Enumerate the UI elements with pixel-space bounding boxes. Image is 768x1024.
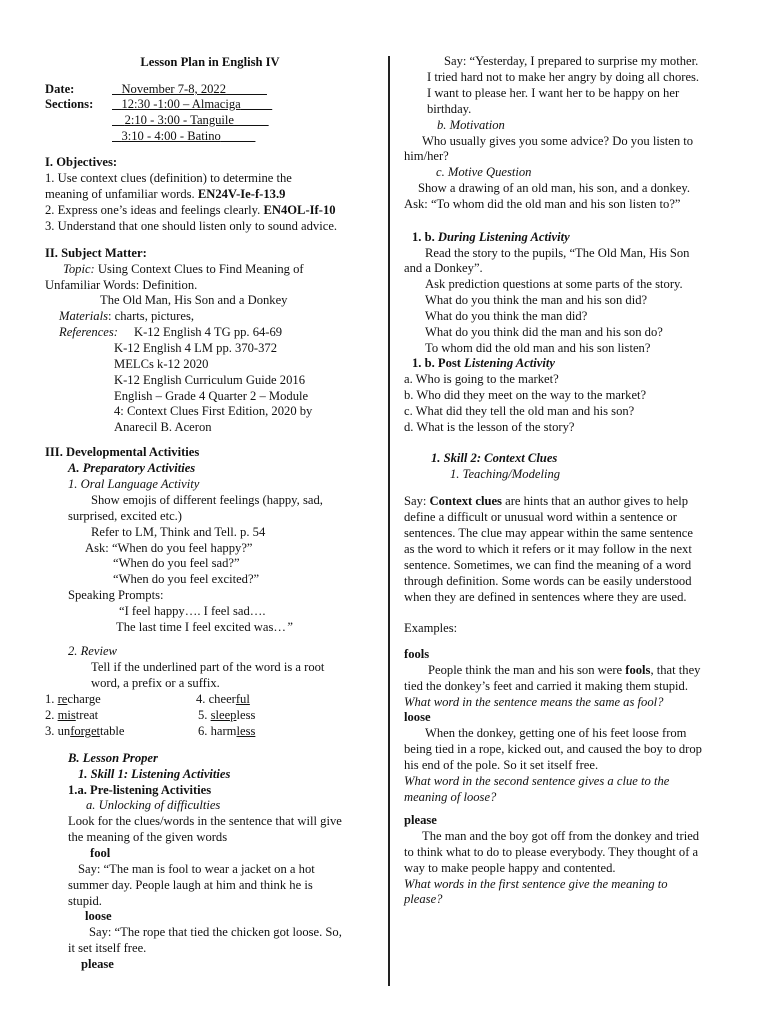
post-question-a: a. Who is going to the market? bbox=[404, 372, 559, 386]
example-fools-word: fools bbox=[404, 647, 430, 661]
lesson-proper-heading: B. Lesson Proper bbox=[68, 751, 158, 765]
reference-3: MELCs k-12 2020 bbox=[114, 357, 209, 371]
please-example-1: The man and the boy got off from the donkey and tried bbox=[422, 829, 700, 843]
loose-example-2: being tied in a rope, kicked out, and caused the boy to drop bbox=[404, 742, 702, 756]
references-label: References: bbox=[59, 325, 118, 339]
read-story-1: Read the story to the pupils, “The Old Man, His Son bbox=[425, 246, 690, 260]
context-clues-line-5: sentence. Sometimes, we can find the meaning of a word bbox=[404, 558, 692, 572]
motivation-line-2: him/her? bbox=[404, 149, 449, 163]
fool-sentence-2: summer day. People laugh at him and think he is bbox=[68, 878, 313, 892]
developmental-heading: III. Developmental Activities bbox=[45, 445, 200, 459]
prediction-4: What do you think did the man and his son do? bbox=[425, 325, 663, 339]
review-instruction-1: Tell if the underlined part of the word is a root bbox=[91, 660, 325, 674]
fools-question: What word in the sentence means the same as fool? bbox=[404, 695, 664, 709]
objective-3: 3. Understand that one should listen only to sound advice. bbox=[45, 219, 338, 233]
prompt-line-2: The last time I feel excited was…” bbox=[116, 620, 293, 634]
motive-line-2: Ask: “To whom did the old man and his son listen to?” bbox=[404, 197, 681, 211]
subject-matter-heading: II. Subject Matter: bbox=[45, 246, 147, 260]
loose-question-2: meaning of loose? bbox=[404, 790, 497, 804]
motive-line-1: Show a drawing of an old man, his son, and a donkey. bbox=[418, 181, 691, 195]
reference-7: Anarecil B. Aceron bbox=[114, 420, 212, 434]
context-clues-line-2: define a difficult or unusual word within a sentence or bbox=[404, 510, 677, 524]
emoji-line-1: Show emojis of different feelings (happy, sad, bbox=[91, 493, 323, 507]
say-surprise-1: Say: “Yesterday, I prepared to surprise my mother. bbox=[444, 54, 699, 68]
reference-4: K-12 English Curriculum Guide 2016 bbox=[114, 373, 305, 387]
fools-sentence-2: tied the donkey’s feet and carried it making them stupid. bbox=[404, 679, 688, 693]
reference-5: English – Grade 4 Quarter 2 – Module bbox=[114, 389, 309, 403]
review-word-2: 2. mistreat bbox=[45, 708, 99, 722]
review-word-6: 6. harmless bbox=[198, 724, 256, 738]
please-example-2: to think what to do to please everybody. They thought of a bbox=[404, 845, 699, 859]
please-word: please bbox=[81, 957, 114, 971]
context-clues-line-6: through definition. Some words can be easily understood bbox=[404, 574, 692, 588]
objectives-heading: I. Objectives: bbox=[45, 155, 118, 169]
pre-listening-heading: 1.a. Pre-listening Activities bbox=[68, 783, 212, 797]
motivation-line-1: Who usually gives you some advice? Do you listen to bbox=[422, 134, 694, 148]
post-question-b: b. Who did they meet on the way to the market? bbox=[404, 388, 647, 402]
ask-happy: Ask: “When do you feel happy?” bbox=[85, 541, 253, 555]
loose-example-1: When the donkey, getting one of his feet loose from bbox=[425, 726, 687, 740]
unlocking-heading: a. Unlocking of difficulties bbox=[86, 798, 221, 812]
skill-2-heading: 1. Skill 2: Context Clues bbox=[431, 451, 558, 465]
topic-line-2: Unfamiliar Words: Definition. bbox=[45, 278, 198, 292]
date-label: Date: bbox=[45, 82, 75, 96]
loose-question-1: What word in the second sentence gives a clue to the bbox=[404, 774, 670, 788]
say-surprise-3: I want to please her. I want her to be happy on her bbox=[427, 86, 680, 100]
reference-2: K-12 English 4 LM pp. 370-372 bbox=[114, 341, 278, 355]
prediction-1: Ask prediction questions at some parts of the story. bbox=[425, 277, 683, 291]
loose-example-3: his end of the pole. So it set itself free. bbox=[404, 758, 599, 772]
prediction-3: What do you think the man did? bbox=[425, 309, 588, 323]
context-clues-line-7: when they are defined in sentences where they are used. bbox=[404, 590, 687, 604]
context-clues-line-4: as the word to which it refers or it may follow in the next bbox=[404, 542, 692, 556]
column-divider bbox=[388, 56, 390, 986]
emoji-line-2: surprised, excited etc.) bbox=[68, 509, 182, 523]
post-question-c: c. What did they tell the old man and his son? bbox=[404, 404, 635, 418]
date-value: November 7-8, 2022 bbox=[121, 82, 227, 96]
refer-line: Refer to LM, Think and Tell. p. 54 bbox=[91, 525, 266, 539]
please-question-1: What words in the first sentence give the meaning to bbox=[404, 877, 668, 891]
please-question-2: please? bbox=[404, 892, 443, 906]
sections-label: Sections: bbox=[45, 97, 94, 111]
story-title: The Old Man, His Son and a Donkey bbox=[100, 293, 288, 307]
fool-sentence-3: stupid. bbox=[68, 894, 102, 908]
loose-word: loose bbox=[85, 909, 112, 923]
review-word-3: 3. unforgettable bbox=[45, 724, 125, 738]
example-loose-word: loose bbox=[404, 710, 431, 724]
review-instruction-2: word, a prefix or a suffix. bbox=[91, 676, 220, 690]
review-word-4: 4. cheerful bbox=[196, 692, 250, 706]
oral-language-heading: 1. Oral Language Activity bbox=[68, 477, 200, 491]
example-please-word: please bbox=[404, 813, 437, 827]
document-title: Lesson Plan in English IV bbox=[140, 55, 280, 69]
ask-excited: “When do you feel excited?” bbox=[113, 572, 260, 586]
reference-1: K-12 English 4 TG pp. 64-69 bbox=[134, 325, 283, 339]
post-question-d: d. What is the lesson of the story? bbox=[404, 420, 575, 434]
skill-1-heading: 1. Skill 1: Listening Activities bbox=[78, 767, 231, 781]
loose-sentence-1: Say: “The rope that tied the chicken got loose. So, bbox=[89, 925, 342, 939]
during-listening-heading: 1. b. During Listening Activity bbox=[412, 230, 570, 244]
objective-2-code: EN4OL-If-10 bbox=[263, 203, 336, 217]
examples-label: Examples: bbox=[404, 621, 458, 635]
say-surprise-4: birthday. bbox=[427, 102, 472, 116]
teaching-modeling-heading: 1. Teaching/Modeling bbox=[450, 467, 561, 481]
section-2: 2:10 - 3:00 - Tanguile bbox=[124, 113, 235, 127]
motive-question-heading: c. Motive Question bbox=[436, 165, 532, 179]
please-example-3: way to make people happy and contented. bbox=[404, 861, 616, 875]
objective-2: 2. Express one’s ideas and feelings clearly. EN4OL-If-10 bbox=[45, 203, 336, 217]
loose-sentence-2: it set itself free. bbox=[68, 941, 147, 955]
fool-word: fool bbox=[90, 846, 111, 860]
materials-line: Materials: charts, pictures, bbox=[59, 309, 195, 323]
prediction-5: To whom did the old man and his son listen? bbox=[425, 341, 651, 355]
context-clues-line-3: sentences. The clue may appear within the same sentence bbox=[404, 526, 693, 540]
section-3: 3:10 - 4:00 - Batino bbox=[121, 129, 221, 143]
preparatory-heading: A. Preparatory Activities bbox=[68, 461, 196, 475]
look-line-1: Look for the clues/words in the sentence that will give bbox=[68, 814, 342, 828]
prompt-line-1: “I feel happy…. I feel sad…. bbox=[119, 604, 266, 618]
motivation-heading: b. Motivation bbox=[437, 118, 505, 132]
fool-sentence-1: Say: “The man is fool to wear a jacket on a hot bbox=[78, 862, 315, 876]
review-heading: 2. Review bbox=[68, 644, 117, 658]
objective-1-code: EN24V-Ie-f-13.9 bbox=[197, 187, 286, 201]
fools-sentence-1: People think the man and his son were fools, that they bbox=[428, 663, 701, 677]
review-word-5: 5. sleepless bbox=[198, 708, 256, 722]
context-clues-definition: Say: Context clues are hints that an author gives to help bbox=[404, 494, 689, 508]
prediction-2: What do you think the man and his son did? bbox=[425, 293, 648, 307]
topic-line-1: Topic: Using Context Clues to Find Meaning of bbox=[63, 262, 304, 276]
speaking-prompts-label: Speaking Prompts: bbox=[68, 588, 164, 602]
say-surprise-2: I tried hard not to make her angry by doing all chores. bbox=[427, 70, 700, 84]
section-1: 12:30 -1:00 – Almaciga bbox=[121, 97, 241, 111]
review-word-1: 1. recharge bbox=[45, 692, 101, 706]
objective-1-line-1: 1. Use context clues (definition) to determine the bbox=[45, 171, 292, 185]
objective-1-line-2: meaning of unfamiliar words. EN24V-Ie-f-13.9 bbox=[45, 187, 286, 201]
reference-6: 4: Context Clues First Edition, 2020 by bbox=[114, 404, 313, 418]
post-listening-heading: 1. b. Post Listening Activity bbox=[412, 356, 555, 370]
look-line-2: the meaning of the given words bbox=[68, 830, 228, 844]
ask-sad: “When do you feel sad?” bbox=[113, 556, 240, 570]
read-story-2: and a Donkey”. bbox=[404, 261, 483, 275]
